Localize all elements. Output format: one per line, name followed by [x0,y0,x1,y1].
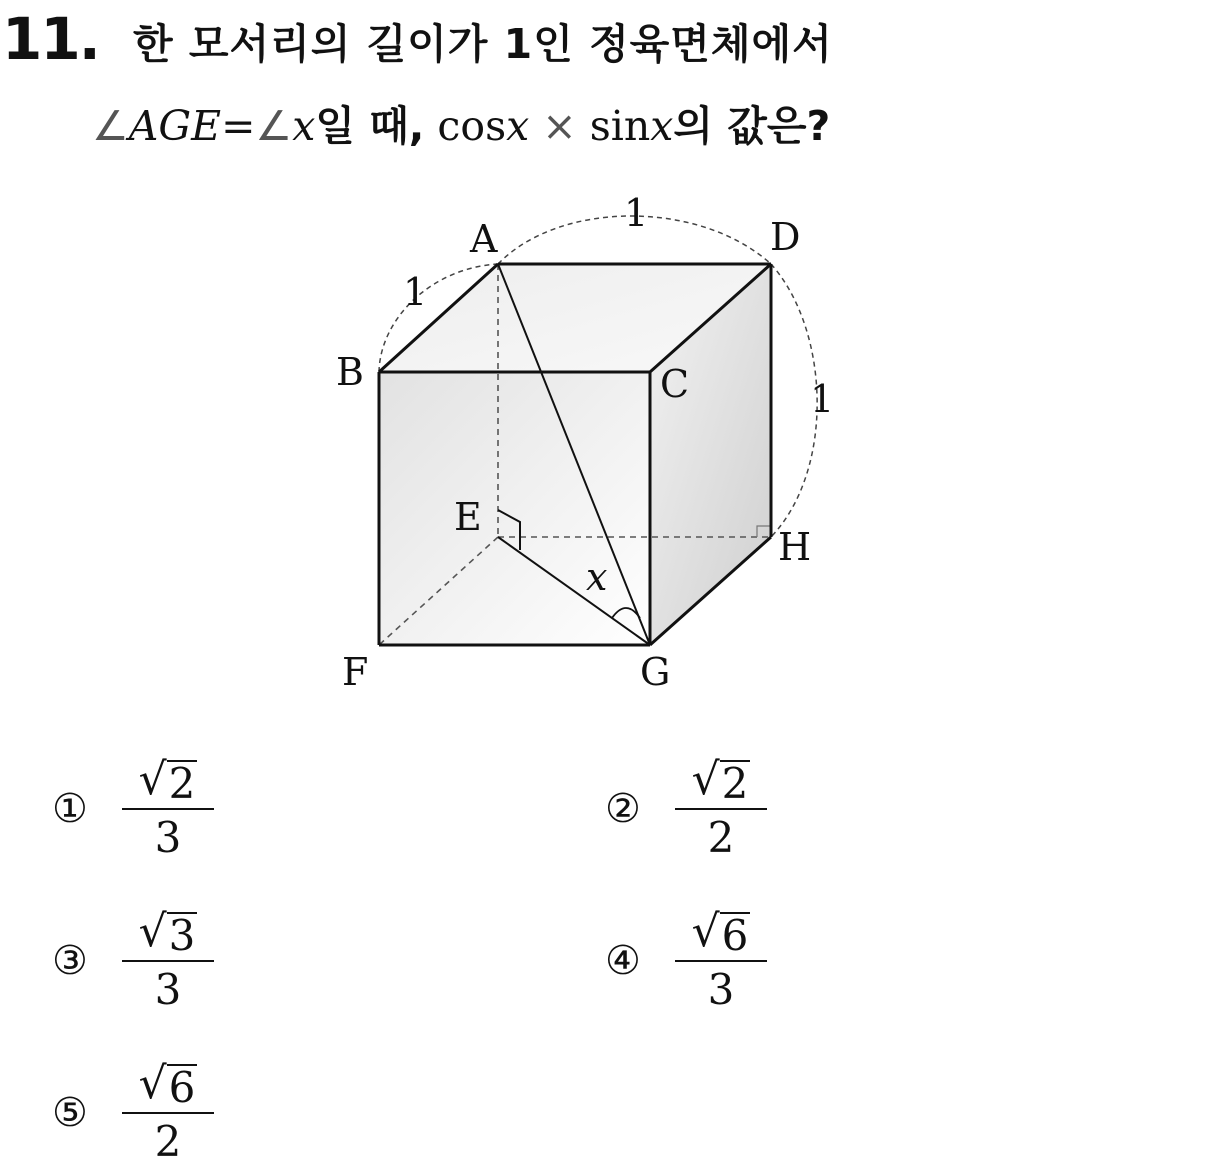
vertex-label-e: E [454,495,482,539]
fraction [122,1058,214,1168]
fraction [122,754,214,864]
choice-mark: ⑤ [52,1090,88,1136]
radicand: 6 [721,911,749,960]
variable-x: x [506,102,530,150]
choice-mark: ② [605,786,641,832]
vertex-label-a: A [470,217,498,261]
vertex-label-f: F [342,650,369,694]
radicand: 3 [168,911,196,960]
choice-1[interactable] [52,754,214,864]
choice-mark: ③ [52,938,88,984]
fraction [675,754,767,864]
cos-text: cos [437,102,507,150]
radicand: 2 [168,759,196,808]
vertex-label-g: G [640,650,671,694]
denominator: 3 [154,965,182,1014]
choice-5[interactable] [52,1058,214,1168]
denominator: 2 [707,813,735,862]
denominator: 3 [154,813,182,862]
choice-mark: ④ [605,938,641,984]
sqrt-symbol: √ [691,906,720,957]
choice-4[interactable] [605,906,767,1016]
fraction [122,906,214,1016]
edge-length-label-ad: 1 [624,191,649,235]
denominator: 3 [707,965,735,1014]
radicand: 6 [168,1063,196,1112]
sin-text: sin [589,102,651,150]
vertex-label-b: B [336,350,364,394]
sqrt-symbol: √ [138,1058,167,1109]
angle-symbol: ∠ [92,102,129,150]
fraction [675,906,767,1016]
sqrt-symbol: √ [138,754,167,805]
choice-mark: ① [52,786,88,832]
variable-x: x [650,102,674,150]
choice-3[interactable] [52,906,214,1016]
angle-name-age: AGE [128,102,222,150]
question-text-line1: 한 모서리의 길이가 1인 정육면체에서 [133,20,833,68]
cube-front-face [379,372,650,645]
question-ending: 의 값은? [673,102,831,150]
vertex-label-d: D [770,215,801,259]
sqrt-symbol: √ [138,906,167,957]
edge-length-label-ab: 1 [403,270,428,314]
angle-symbol: ∠ [255,102,293,150]
times-sign: × [542,102,577,150]
radicand: 2 [721,759,749,808]
when-text: 일 때, [315,102,425,150]
choice-2[interactable] [605,754,767,864]
vertex-label-c: C [660,362,690,406]
vertex-label-h: H [778,525,812,569]
equals-sign: = [221,102,256,150]
sqrt-symbol: √ [691,754,720,805]
edge-length-label-dh: 1 [810,377,835,421]
denominator: 2 [154,1117,182,1166]
angle-label-x: x [586,555,608,599]
question-number: 11. [2,5,99,73]
angle-name-x: x [292,102,316,150]
